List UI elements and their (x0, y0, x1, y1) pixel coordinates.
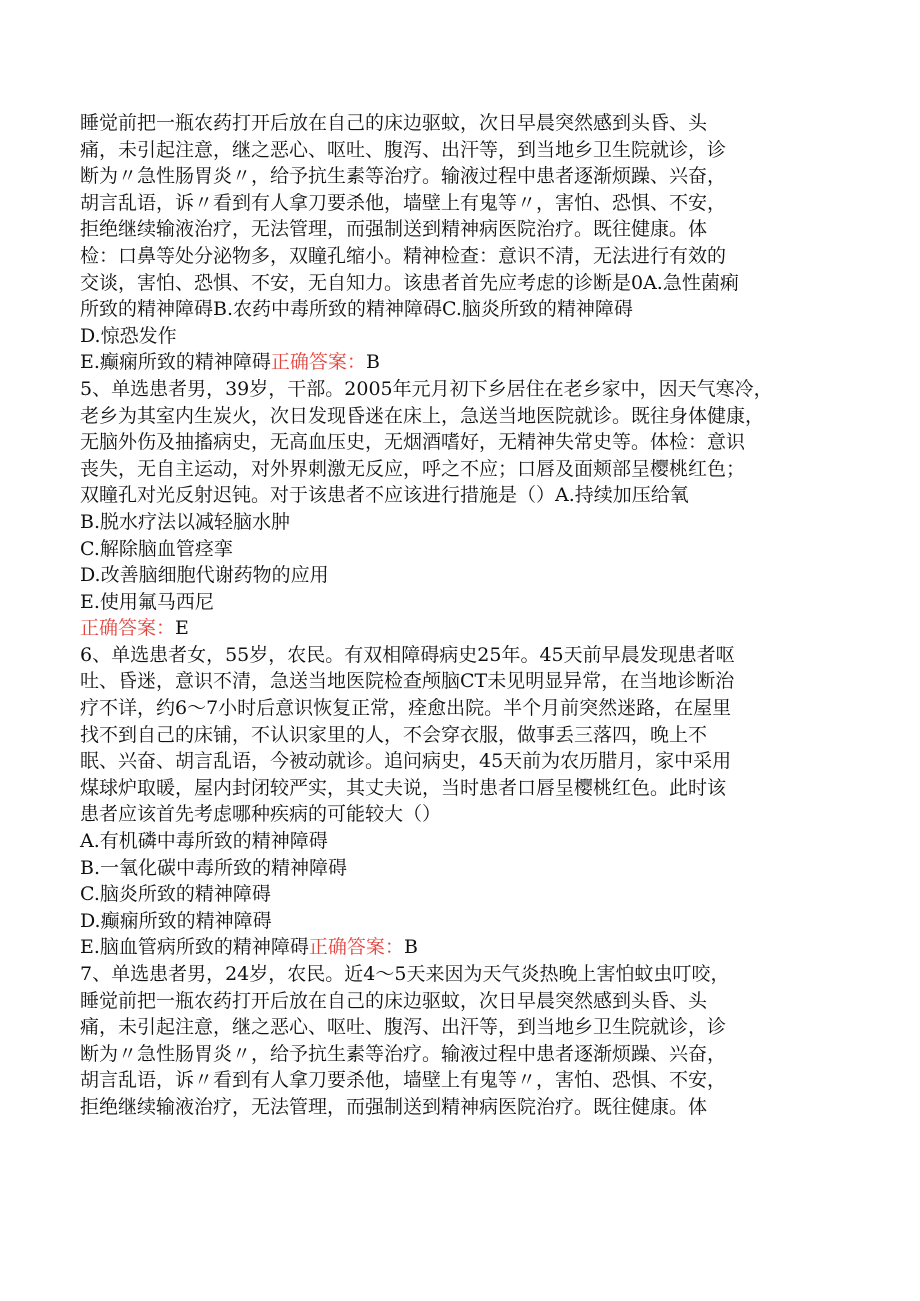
text-segment: B (365, 351, 380, 374)
text-segment: 检：口鼻等处分泌物多，双瞳孔缩小。精神检查：意识不清，无法进行有效的 (80, 244, 727, 267)
text-line (80, 1094, 870, 1121)
text-line (80, 163, 870, 190)
text-line (80, 775, 870, 802)
text-segment: 拒绝继续输液治疗，无法管理，而强制送到精神病医院治疗。既往健康。体 (80, 1095, 708, 1118)
text-segment: 所致的精神障碍B.农药中毒所致的精神障碍C.脑炎所致的精神障碍 (80, 298, 633, 321)
text-segment: 患者应该首先考虑哪种疾病的可能较大（） (80, 803, 442, 826)
text-line (80, 243, 870, 270)
text-segment: 5、单选患者男，39岁，干部。2005年元月初下乡居住在老乡家中，因天气寒冷， (80, 377, 773, 400)
text-segment: 睡觉前把一瓶农药打开后放在自己的床边驱蚊，次日早晨突然感到头昏、头 (80, 112, 708, 134)
text-line (80, 190, 870, 217)
text-line (80, 110, 870, 137)
text-line (80, 296, 870, 323)
text-segment: B.脱水疗法以减轻脑水肿 (80, 510, 291, 533)
text-line (80, 349, 870, 376)
text-segment: 胡言乱语，诉〃看到有人拿刀要杀他，墙壁上有鬼等〃，害怕、恐惧、不安， (80, 191, 727, 214)
text-segment: B (403, 936, 418, 959)
text-line (80, 536, 870, 563)
text-segment: 交谈，害怕、恐惧、不安，无自知力。该患者首先应考虑的诊断是0A.急性菌痢 (80, 271, 739, 294)
text-segment: E.癫痫所致的精神障碍 (80, 351, 271, 374)
text-line (80, 908, 870, 935)
text-line (80, 1041, 870, 1068)
text-line (80, 615, 870, 642)
text-line (80, 270, 870, 297)
text-segment: 胡言乱语，诉〃看到有人拿刀要杀他，墙壁上有鬼等〃，害怕、恐惧、不安， (80, 1069, 727, 1092)
text-segment: 找不到自己的床铺，不认识家里的人，不会穿衣服，做事丢三落四，晚上不 (80, 723, 708, 746)
text-segment: E (175, 617, 189, 640)
text-segment: 拒绝继续输液治疗，无法管理，而强制送到精神病医院治疗。既往健康。体 (80, 218, 708, 241)
text-segment: 煤球炉取暖，屋内封闭较严实，其丈夫说，当时患者口唇呈樱桃红色。此时该 (80, 776, 727, 799)
text-segment: 6、单选患者女，55岁，农民。有双相障碍病史25年。45天前早晨发现患者呕 (80, 643, 735, 666)
text-segment: D.改善脑细胞代谢药物的应用 (80, 564, 329, 587)
text-segment: 痛，未引起注意，继之恶心、呕吐、腹泻、出汗等，到当地乡卫生院就诊，诊 (80, 1016, 727, 1039)
document-page (80, 110, 870, 1121)
text-line (80, 748, 870, 775)
text-line (80, 323, 870, 350)
text-segment: 双瞳孔对光反射迟钝。对于该患者不应该进行措施是（）A.持续加压给氧 (80, 484, 689, 507)
text-segment: 睡觉前把一瓶农药打开后放在自己的床边驱蚊，次日早晨突然感到头昏、头 (80, 989, 708, 1012)
text-line (80, 988, 870, 1015)
text-segment: 丧失，无自主运动，对外界刺激无反应，呼之不应；口唇及面颊部呈樱桃红色； (80, 457, 746, 480)
correct-answer-label: 正确答案： (80, 617, 176, 640)
text-line (80, 881, 870, 908)
correct-answer-label: 正确答案： (270, 351, 366, 374)
text-line (80, 801, 870, 828)
text-line (80, 562, 870, 589)
text-line (80, 137, 870, 164)
text-segment: C.脑炎所致的精神障碍 (80, 883, 271, 906)
text-segment: 老乡为其室内生炭火，次日发现昏迷在床上，急送当地医院就诊。既往身体健康， (80, 404, 765, 427)
text-segment: 痛，未引起注意，继之恶心、呕吐、腹泻、出汗等，到当地乡卫生院就诊，诊 (80, 138, 727, 161)
text-segment: 眠、兴奋、胡言乱语，今被动就诊。追问病史，45天前为农历腊月，家中采用 (80, 750, 732, 773)
text-line (80, 961, 870, 988)
text-line (80, 509, 870, 536)
text-line (80, 429, 870, 456)
text-line (80, 1067, 870, 1094)
text-segment: 断为〃急性肠胃炎〃，给予抗生素等治疗。输液过程中患者逐渐烦躁、兴奋， (80, 1042, 727, 1065)
text-segment: B.一氧化碳中毒所致的精神障碍 (80, 856, 348, 879)
text-line (80, 934, 870, 961)
text-line (80, 216, 870, 243)
text-line (80, 403, 870, 430)
text-segment: D.惊恐发作 (80, 324, 177, 347)
text-line (80, 589, 870, 616)
text-line (80, 482, 870, 509)
text-line (80, 695, 870, 722)
text-line (80, 1014, 870, 1041)
text-line (80, 376, 870, 403)
text-line (80, 642, 870, 669)
text-segment: 7、单选患者男，24岁，农民。近4～5天来因为天气炎热晚上害怕蚊虫叮咬， (80, 963, 730, 985)
text-segment: 无脑外伤及抽搐病史，无高血压史，无烟酒嗜好，无精神失常史等。体检：意识 (80, 431, 746, 454)
text-line (80, 855, 870, 882)
text-segment: D.癫痫所致的精神障碍 (80, 909, 272, 932)
text-segment: 断为〃急性肠胃炎〃，给予抗生素等治疗。输液过程中患者逐渐烦躁、兴奋， (80, 165, 727, 188)
text-line (80, 456, 870, 483)
text-segment: A.有机磷中毒所致的精神障碍 (80, 830, 328, 853)
correct-answer-label: 正确答案： (308, 936, 404, 959)
text-line (80, 828, 870, 855)
text-segment: 吐、昏迷，意识不清，急送当地医院检查颅脑CT未见明显异常，在当地诊断治 (80, 670, 735, 693)
text-segment: 疗不详，约6～7小时后意识恢复正常，痊愈出院。半个月前突然迷路，在屋里 (80, 697, 732, 720)
text-line (80, 722, 870, 749)
text-line (80, 668, 870, 695)
text-segment: E.使用氟马西尼 (80, 590, 214, 613)
text-segment: C.解除脑血管痉挛 (80, 537, 233, 560)
text-segment: E.脑血管病所致的精神障碍 (80, 936, 309, 959)
